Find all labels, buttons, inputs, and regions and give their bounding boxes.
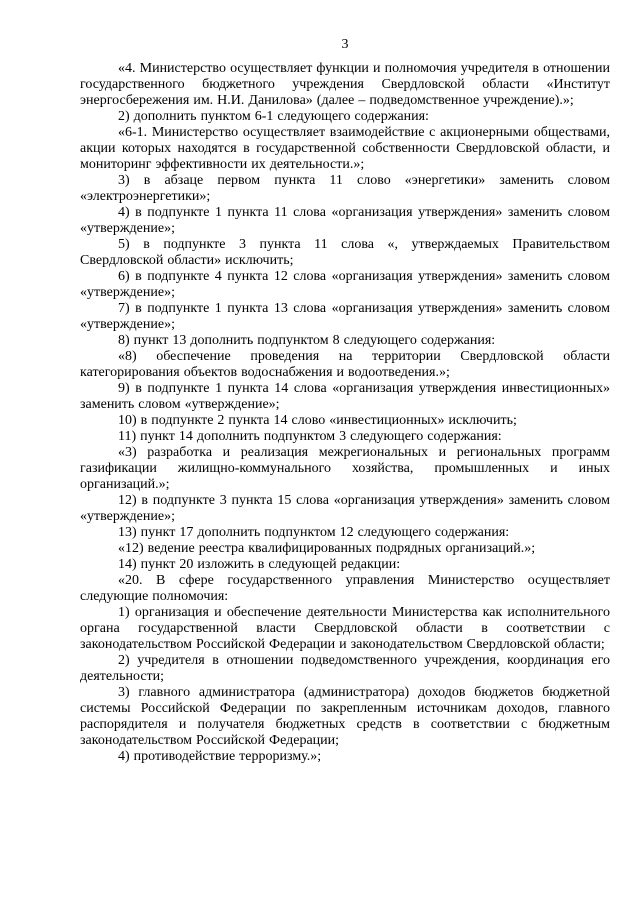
paragraph: 2) дополнить пунктом 6-1 следующего содержания: (118, 109, 429, 124)
paragraph: 14) пункт 20 изложить в следующей редакции: (118, 557, 401, 572)
paragraph: 6) в подпункте 4 пункта 12 слова «организация утверждения» заменить словом «утверждение»; (80, 269, 610, 300)
paragraph: 2) учредителя в отношении подведомственного учреждения, координация его деятельности; (80, 653, 610, 684)
document-body (80, 61, 610, 765)
paragraph: 9) в подпункте 1 пункта 14 слова «организация утверждения инвестиционных» заменить словом «утверждение»; (80, 381, 610, 412)
paragraph: 13) пункт 17 дополнить подпунктом 12 следующего содержания: (118, 525, 510, 540)
paragraph: 4) в подпункте 1 пункта 11 слова «организация утверждения» заменить словом «утверждение»; (80, 205, 610, 236)
paragraph: «4. Министерство осуществляет функции и полномочия учредителя в отношении государственного бюджетного учреждения Свердловской области «Институт энергосбережения им. Н.И. Данилова» (далее – подведомственное учреждение).»; (80, 61, 610, 108)
paragraph: 7) в подпункте 1 пункта 13 слова «организация утверждения» заменить словом «утверждение»; (80, 301, 610, 332)
paragraph: 1) организация и обеспечение деятельности Министерства как исполнительного органа государственной власти Свердловской области в соответствии с законодательством Российской Федерации и законодательством Свердловской области; (80, 605, 610, 652)
paragraph: «3) разработка и реализация межрегиональных и региональных программ газификации жилищно-коммунального хозяйства, промышленных и иных организаций.»; (80, 445, 610, 492)
paragraph: 4) противодействие терроризму.»; (118, 749, 322, 764)
paragraph: «6-1. Министерство осуществляет взаимодействие с акционерными обществами, акции которых находятся в государственной собственности Свердловской области, и мониторинг эффективности их деятельности.»; (80, 125, 610, 172)
paragraph: 3) в абзаце первом пункта 11 слово «энергетики» заменить словом «электроэнергетики»; (80, 173, 610, 204)
paragraph: «8) обеспечение проведения на территории Свердловской области категорирования объектов водоснабжения и водоотведения.»; (80, 349, 610, 380)
paragraph: 11) пункт 14 дополнить подпунктом 3 следующего содержания: (118, 429, 502, 444)
paragraph: 3) главного администратора (администратора) доходов бюджетов бюджетной системы Российской Федерации по закрепленным источникам доходов, главного распорядителя и получателя бюджетных средств в соответствии с бюджетным законодательством Российской Федерации; (80, 685, 610, 748)
paragraph: «20. В сфере государственного управления Министерство осуществляет следующие полномочия: (80, 573, 610, 604)
paragraph: 10) в подпункте 2 пункта 14 слово «инвестиционных» исключить; (118, 413, 517, 428)
paragraph: 5) в подпункте 3 пункта 11 слова «, утверждаемых Правительством Свердловской области» исключить; (80, 237, 610, 268)
paragraph: «12) ведение реестра квалифицированных подрядных организаций.»; (118, 541, 536, 556)
paragraph: 8) пункт 13 дополнить подпунктом 8 следующего содержания: (118, 333, 496, 348)
page-number: 3 (341, 37, 349, 52)
paragraph: 12) в подпункте 3 пункта 15 слова «организация утверждения» заменить словом «утверждение»; (80, 493, 610, 524)
